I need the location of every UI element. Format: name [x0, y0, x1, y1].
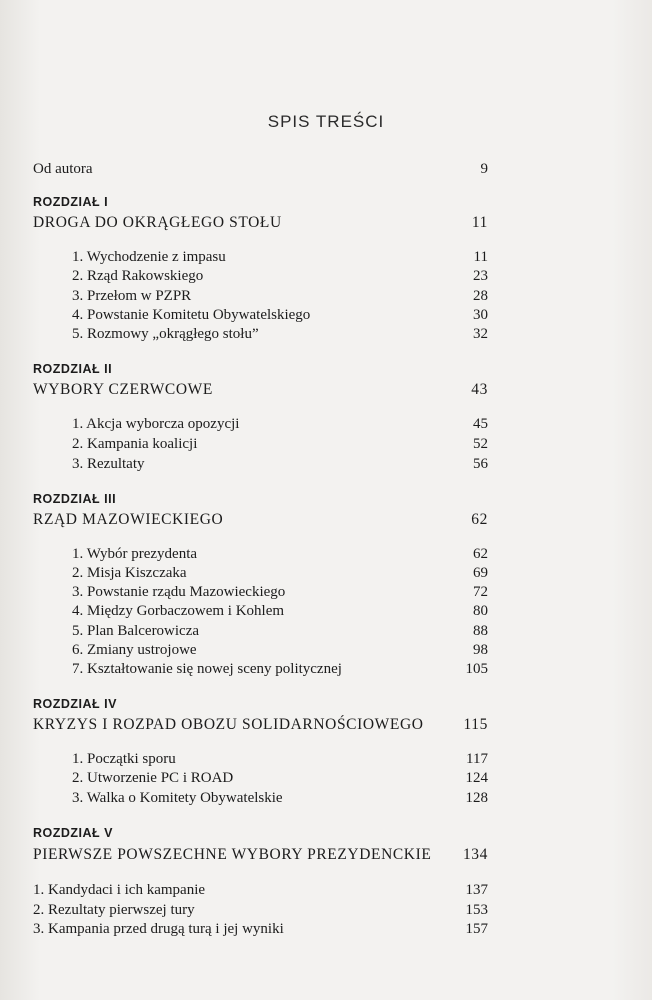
toc-section-3-3-page-number: 72: [473, 584, 488, 600]
toc-section-5-3-page-number: 157: [465, 921, 488, 937]
chapter-5-label: ROZDZIAŁ V: [33, 826, 113, 840]
chapter-1-heading-label: DROGA DO OKRĄGŁEGO STOŁU: [33, 214, 282, 231]
toc-section-4-2-page-number: 124: [465, 770, 488, 786]
toc-entry-intro-label: Od autora: [33, 161, 93, 177]
toc-section-3-7-page-number: 105: [465, 661, 488, 677]
toc-section-2-3-page-number: 56: [473, 456, 488, 472]
toc-section-3-1-label: 1. Wybór prezydenta: [72, 546, 198, 562]
chapter-4-heading-label: KRYZYS I ROZPAD OBOZU SOLIDARNOŚCIOWEGO: [33, 716, 424, 733]
chapter-5-heading-label: PIERWSZE POWSZECHNE WYBORY PREZYDENCKIE: [33, 846, 432, 863]
toc-section-1-1-page-number: 11: [473, 249, 488, 265]
page-title: SPIS TREŚCI: [267, 112, 385, 131]
toc-section-5-3-label: 3. Kampania przed drugą turą i jej wyniki: [33, 921, 284, 937]
toc-section-4-3-label: 3. Walka o Komitety Obywatelskie: [72, 790, 283, 806]
toc-section-3-5-page-number: 88: [473, 623, 488, 639]
toc-section-3-5-label: 5. Plan Balcerowicza: [72, 623, 200, 639]
toc-section-5-1-page-number: 137: [465, 882, 488, 898]
toc-section-3-2-page-number: 69: [473, 565, 488, 581]
toc-section-3-6-page-number: 98: [473, 642, 488, 658]
toc-section-4-3-page-number: 128: [465, 790, 488, 806]
toc-section-3-4-page-number: 80: [473, 603, 488, 619]
toc-section-3-2-label: 2. Misja Kiszczaka: [72, 565, 187, 581]
toc-section-5-2-page-number: 153: [465, 902, 488, 918]
toc-section-2-1-page-number: 45: [473, 416, 488, 432]
toc-section-3-3-label: 3. Powstanie rządu Mazowieckiego: [72, 584, 286, 600]
chapter-1-label: ROZDZIAŁ I: [33, 195, 109, 209]
toc-section-1-4-label: 4. Powstanie Komitetu Obywatelskiego: [72, 307, 311, 323]
toc-section-1-2-label: 2. Rząd Rakowskiego: [72, 268, 204, 284]
toc-section-3-7-label: 7. Kształtowanie się nowej sceny politycznej: [72, 661, 342, 677]
toc-section-1-3-page-number: 28: [473, 288, 488, 304]
toc-section-2-2-label: 2. Kampania koalicji: [72, 436, 198, 452]
chapter-3-heading-label: RZĄD MAZOWIECKIEGO: [33, 511, 224, 528]
chapter-2-label: ROZDZIAŁ II: [33, 362, 113, 376]
chapter-2-heading-page-number: 43: [471, 381, 488, 398]
chapter-4-label: ROZDZIAŁ IV: [33, 697, 117, 711]
toc-section-1-4-page-number: 30: [473, 307, 488, 323]
toc-section-4-1-page-number: 117: [466, 751, 488, 767]
toc-section-1-5-label: 5. Rozmowy „okrągłego stołu”: [72, 326, 259, 342]
toc-section-2-2-page-number: 52: [473, 436, 488, 452]
chapter-4-heading-page-number: 115: [463, 716, 488, 733]
toc-section-1-2-page-number: 23: [473, 268, 488, 284]
toc-entry-intro-page-number: 9: [480, 161, 488, 177]
toc-section-3-1-page-number: 62: [473, 546, 488, 562]
toc-section-1-3-label: 3. Przełom w PZPR: [72, 288, 192, 304]
chapter-3-heading-page-number: 62: [471, 511, 488, 528]
toc-section-3-6-label: 6. Zmiany ustrojowe: [72, 642, 197, 658]
chapter-3-label: ROZDZIAŁ III: [33, 492, 117, 506]
toc-section-2-1-label: 1. Akcja wyborcza opozycji: [72, 416, 240, 432]
toc-section-3-4-label: 4. Między Gorbaczowem i Kohlem: [72, 603, 285, 619]
toc-section-4-2-label: 2. Utworzenie PC i ROAD: [72, 770, 234, 786]
toc-section-1-1-label: 1. Wychodzenie z impasu: [72, 249, 226, 265]
chapter-5-heading-page-number: 134: [462, 846, 488, 863]
toc-section-2-3-label: 3. Rezultaty: [72, 456, 145, 472]
toc-section-1-5-page-number: 32: [473, 326, 488, 342]
toc-section-5-1-label: 1. Kandydaci i ich kampanie: [33, 882, 206, 898]
chapter-2-heading-label: WYBORY CZERWCOWE: [33, 381, 213, 398]
chapter-1-heading-page-number: 11: [471, 214, 488, 231]
toc-section-5-2-label: 2. Rezultaty pierwszej tury: [33, 902, 195, 918]
toc-section-4-1-label: 1. Początki sporu: [72, 751, 176, 767]
